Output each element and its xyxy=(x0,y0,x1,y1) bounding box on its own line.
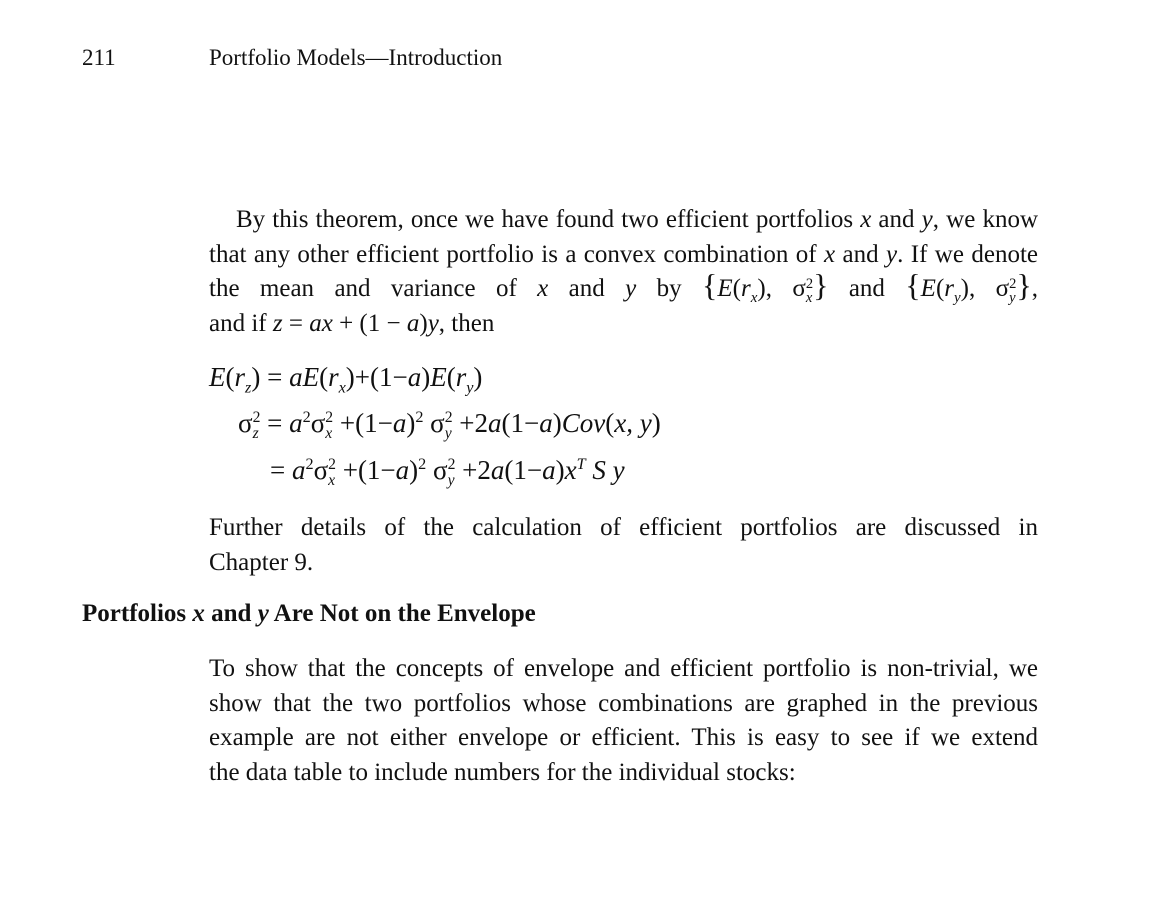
paragraph-further-details xyxy=(209,511,1038,580)
page-number: 211 xyxy=(82,45,116,70)
para3-line1: To show that the concepts of envelope and efficient portfolio is non-trivial, we xyxy=(209,655,1038,682)
equation-variance-matrix-form: = $a^2\sigma$ 2 x $+(1-a)^2$ σ 2 y $+2a(1-a)x^T$ S y xyxy=(270,455,625,489)
paragraph-not-on-envelope xyxy=(209,652,1038,790)
equation-variance: σ 2 z = $a^2\sigma$ 2 x $+(1-a)^2$ σ 2 y +2a(1−a)Cov(x, y) xyxy=(238,408,661,442)
para3-line3: example are not either envelope or efficient. This is easy to see if we extend xyxy=(209,724,1038,751)
para1-line1: By this theorem, once we have found two efficient portfolios x and y, we know xyxy=(236,206,1038,233)
para2-line1: Further details of the calculation of efficient portfolios are discussed in xyxy=(209,514,1038,541)
para3-line2: show that the two portfolios whose combinations are graphed in the previous xyxy=(209,689,1038,717)
equation-expected-return: $E(r_z) = aE(r_x)+(1-a)E(r_y)$ xyxy=(209,362,483,397)
para2-line2: Chapter 9. xyxy=(209,548,314,576)
paragraph-theorem-consequence xyxy=(209,203,1038,341)
section-heading: Portfolios x and y Are Not on the Envelope xyxy=(82,600,536,627)
running-head: Portfolio Models—Introduction xyxy=(209,45,503,70)
para1-line3: the mean and variance of x and y by {$E(r_x)$, σ 2 x } and {$E(r_y)$, σ 2 y }, xyxy=(209,267,1038,306)
para1-line4: and if z = ax + (1 − a)y, then xyxy=(209,309,495,337)
para1-line2: that any other efficient portfolio is a convex combination of x and y. If we denote xyxy=(209,240,1038,268)
para3-line4: the data table to include numbers for the individual stocks: xyxy=(209,758,796,786)
